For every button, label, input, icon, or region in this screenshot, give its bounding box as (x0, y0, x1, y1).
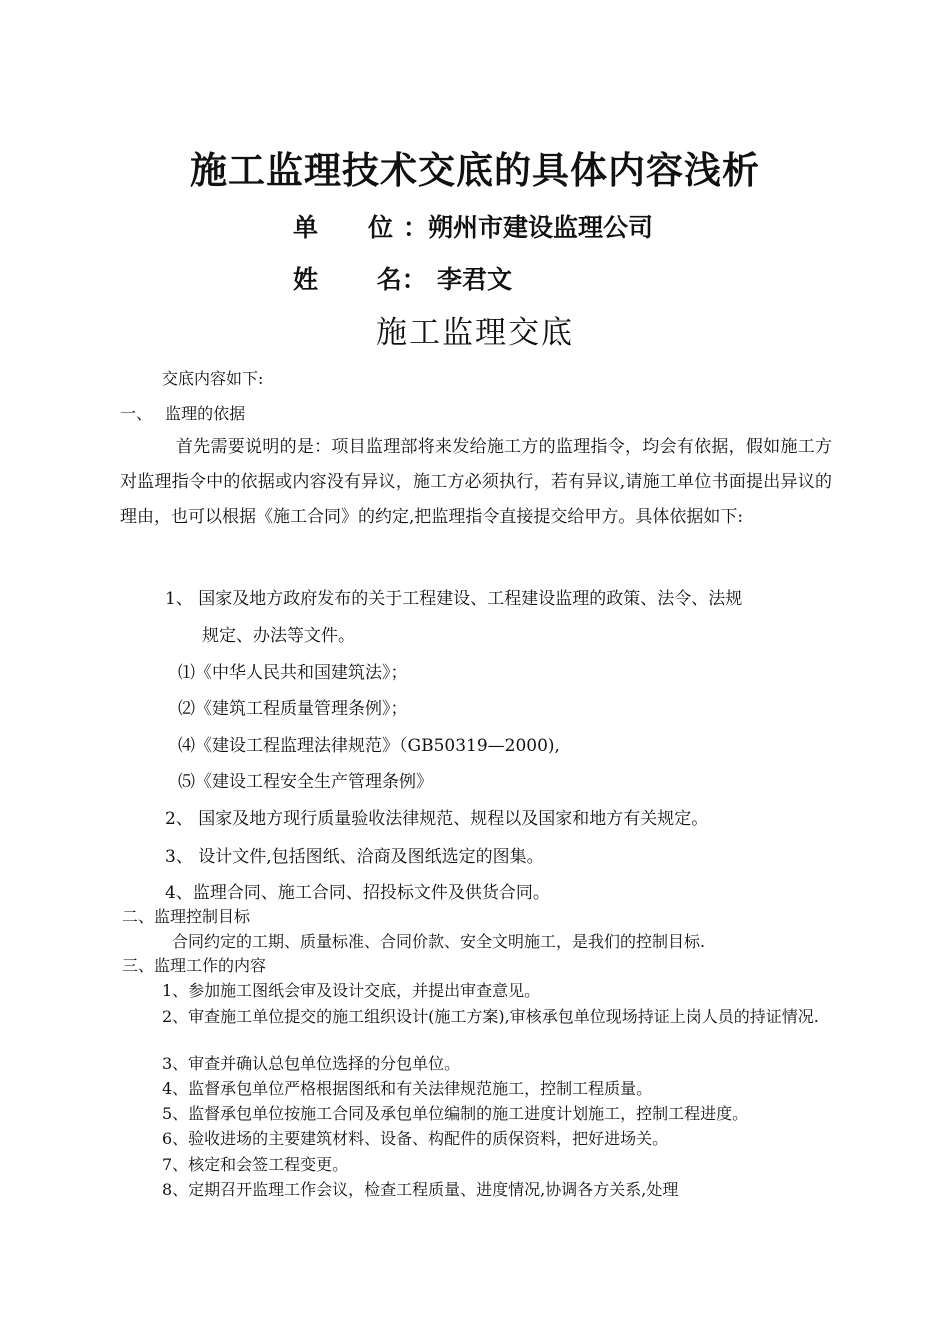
unit-value: ：朔州市建设监理公司 (403, 213, 654, 242)
work-item-8: 8、定期召开监理工作会议，检查工程质量、进度情况,协调各方关系,处理 (162, 1180, 679, 1199)
section2-heading: 二、监理控制目标 (122, 907, 251, 926)
document-subtitle: 施工监理交底 (376, 315, 574, 351)
work-item-5: 5、监督承包单位按施工合同及承包单位编制的施工进度计划施工，控制工程进度。 (162, 1104, 749, 1123)
law-item-4: ⑸《建设工程安全生产管理条例》 (178, 772, 433, 792)
work-item-7: 7、核定和会签工程变更。 (162, 1155, 349, 1174)
section1-heading: 一、 监理的依据 (120, 404, 246, 423)
work-item-6: 6、验收进场的主要建筑材料、设备、构配件的质保资料，把好进场关。 (162, 1129, 669, 1148)
intro-text: 交底内容如下: (162, 369, 264, 388)
basis-item-3: 3、 设计文件,包括图纸、洽商及图纸选定的图集。 (165, 847, 544, 867)
section2-text: 合同约定的工期、质量标准、合同价款、安全文明施工，是我们的控制目标. (172, 932, 706, 951)
unit-label: 单 位 (293, 213, 394, 242)
name-value: 李君文 (437, 265, 513, 294)
work-item-4: 4、监督承包单位严格根据图纸和有关法律规范施工，控制工程质量。 (162, 1079, 653, 1098)
law-item-3: ⑷《建设工程监理法律规范》（GB50319—2000), (178, 736, 560, 756)
basis-item-4: 4、监理合同、施工合同、招投标文件及供货合同。 (165, 883, 550, 903)
document-title: 施工监理技术交底的具体内容浅析 (190, 149, 760, 192)
basis-item-1-line2: 规定、办法等文件。 (202, 626, 355, 646)
section3-heading: 三、监理工作的内容 (122, 956, 267, 975)
work-item-3: 3、审查并确认总包单位选择的分包单位。 (162, 1054, 461, 1073)
work-item-2: 2、审查施工单位提交的施工组织设计(施工方案),审核承包单位现场持证上岗人员的持证情况. (162, 1007, 819, 1026)
name-label: 姓 名： (293, 265, 427, 294)
work-item-1: 1、参加施工图纸会审及设计交底，并提出审查意见。 (162, 981, 541, 1000)
section1-paragraph: 首先需要说明的是：项目监理部将来发给施工方的监理指令，均会有依据，假如施工方对监理指令中的依据或内容没有异议，施工方必须执行，若有异议,请施工单位书面提出异议的理由，也可以根据《施工合同》的约定,把监理指令直接提交给甲方。具体依据如下: (120, 437, 832, 527)
law-item-1: ⑴《中华人民共和国建筑法》； (178, 663, 408, 683)
law-item-2: ⑵《建筑工程质量管理条例》； (178, 699, 408, 719)
basis-item-1-line1: 1、 国家及地方政府发布的关于工程建设、工程建设监理的政策、法令、法规 (165, 589, 743, 609)
basis-item-2: 2、 国家及地方现行质量验收法律规范、规程以及国家和地方有关规定。 (165, 809, 709, 829)
